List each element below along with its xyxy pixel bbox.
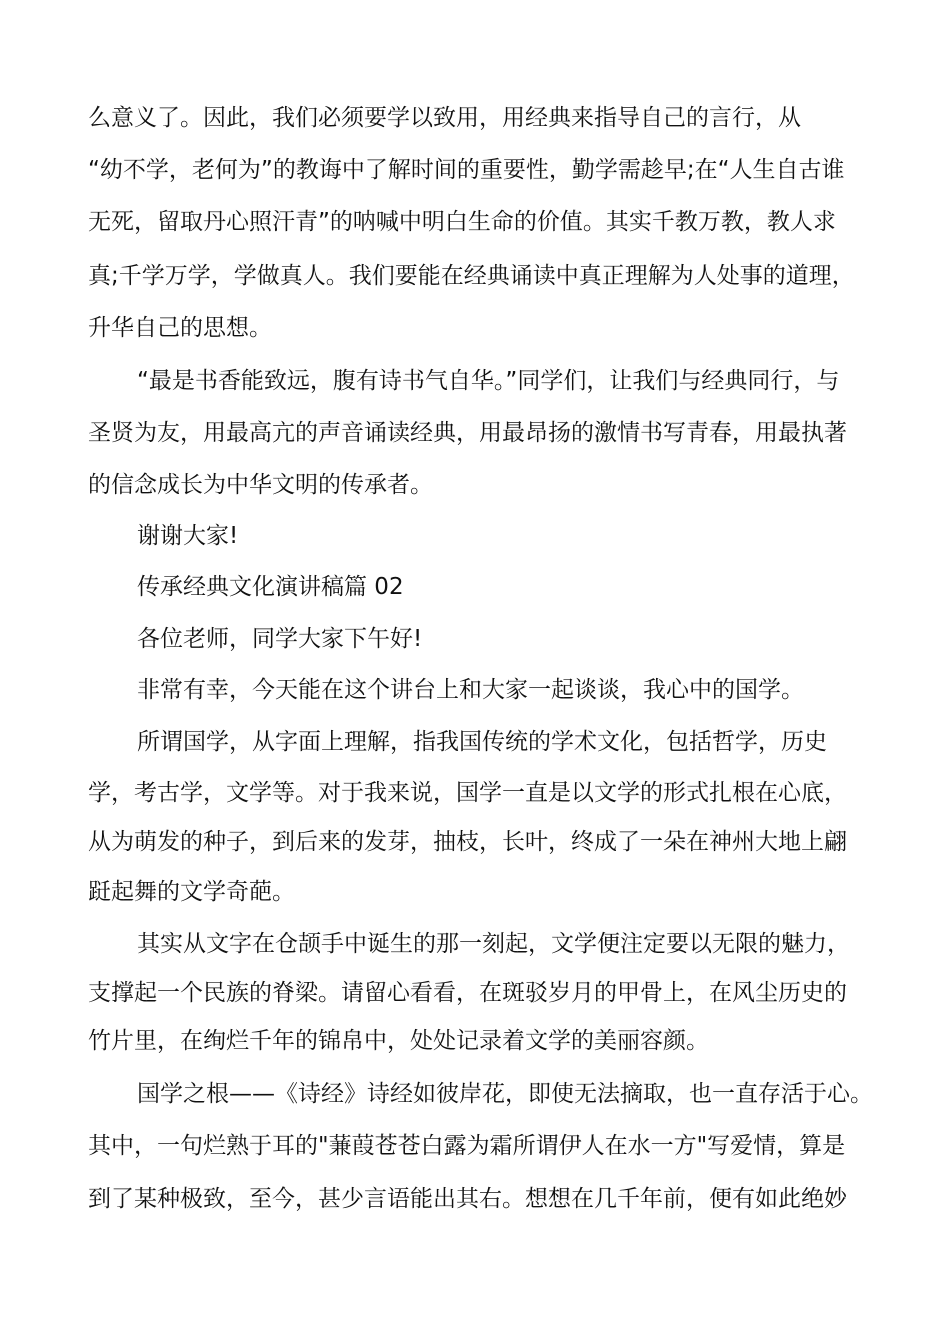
text-line: 真;千学万学，学做真人。我们要能在经典诵读中真正理解为人处事的道理， [88, 263, 855, 289]
text-line: 升华自己的思想。 [88, 315, 272, 341]
greeting-line: 各位老师，同学大家下午好! [137, 626, 423, 652]
paragraph-start-line: 国学之根——《诗经》诗经如彼岸花，即使无法摘取，也一直存活于心。 [137, 1081, 873, 1107]
text-line: “幼不学，老何为”的教诲中了解时间的重要性，勤学需趁早;在“人生自古谁 [88, 157, 845, 183]
closing-line: 谢谢大家! [137, 523, 239, 549]
text-line: 学，考古学，文学等。对于我来说，国学一直是以文学的形式扎根在心底， [88, 780, 847, 806]
text-line: 竹片里，在绚烂千年的锦帛中，处处记录着文学的美丽容颜。 [88, 1028, 709, 1054]
text-line: 圣贤为友，用最高亢的声音诵读经典，用最昂扬的激情书写青春，用最执著 [88, 420, 847, 446]
paragraph-start-line: 非常有幸，今天能在这个讲台上和大家一起谈谈，我心中的国学。 [137, 677, 804, 703]
text-line: 从为萌发的种子，到后来的发芽，抽枝，长叶，终成了一朵在神州大地上翩 [88, 829, 847, 855]
text-line: 么意义了。因此，我们必须要学以致用，用经典来指导自己的言行，从 [88, 105, 801, 131]
text-line: 跹起舞的文学奇葩。 [88, 879, 295, 905]
paragraph-start-line: “最是书香能致远，腹有诗书气自华。”同学们，让我们与经典同行，与 [137, 368, 840, 394]
section-title: 传承经典文化演讲稿篇 02 [137, 574, 404, 600]
text-line: 其中，一句烂熟于耳的"蒹葭苍苍白露为霜所谓伊人在水一方"写爱情，算是 [88, 1133, 846, 1159]
text-line: 支撑起一个民族的脊梁。请留心看看，在斑驳岁月的甲骨上，在风尘历史的 [88, 980, 847, 1006]
paragraph-start-line: 其实从文字在仓颉手中诞生的那一刻起，文学便注定要以无限的魅力， [137, 931, 850, 957]
paragraph-start-line: 所谓国学，从字面上理解，指我国传统的学术文化，包括哲学，历史 [137, 729, 827, 755]
text-line: 的信念成长为中华文明的传承者。 [88, 472, 433, 498]
text-line: 无死，留取丹心照汗青”的呐喊中明白生命的价值。其实千教万教，教人求 [88, 209, 836, 235]
text-line: 到了某种极致，至今，甚少言语能出其右。想想在几千年前，便有如此绝妙 [88, 1186, 847, 1212]
